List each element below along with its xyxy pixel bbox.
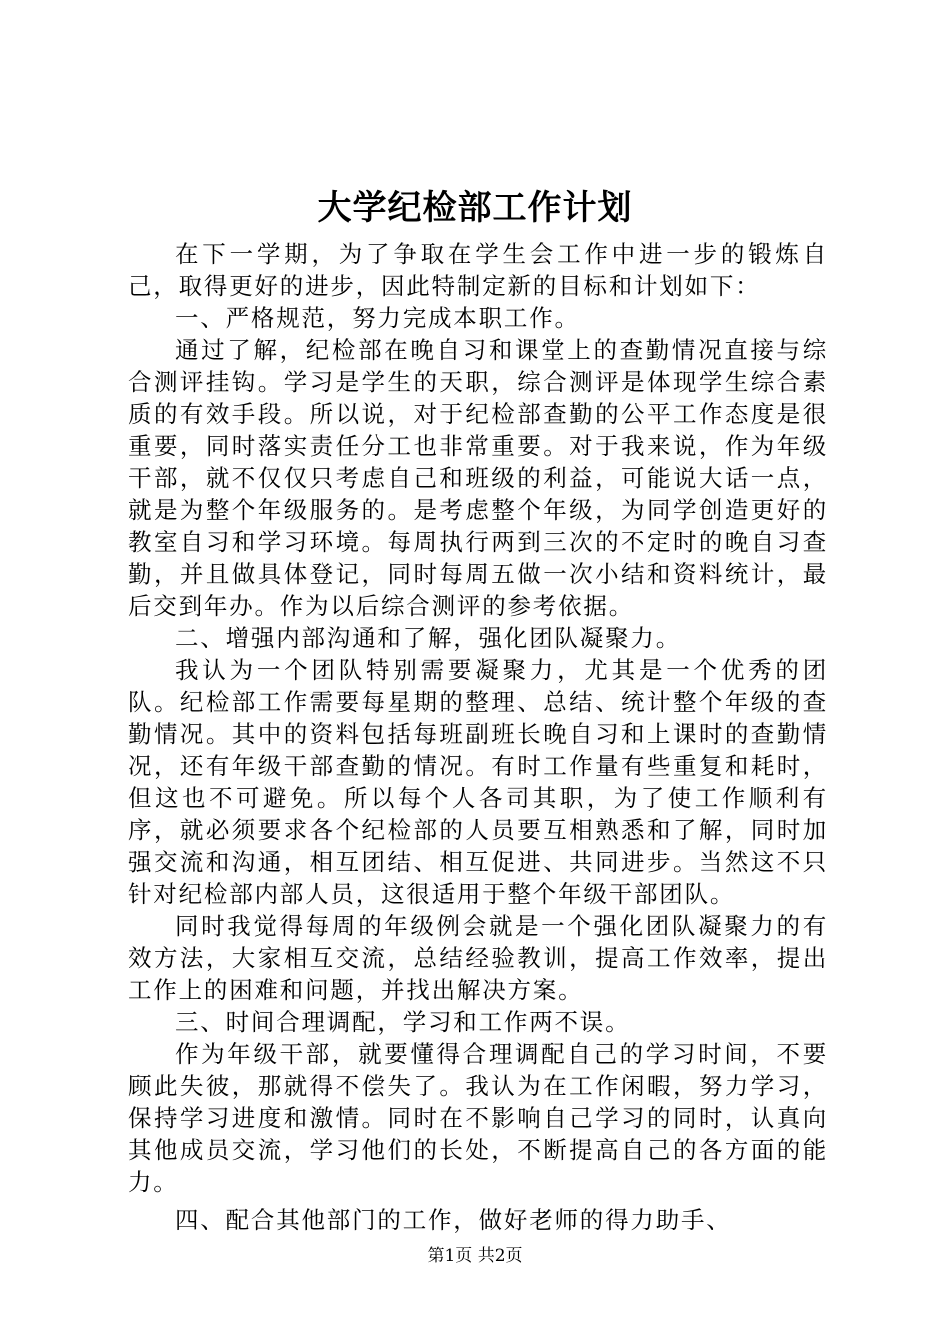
paragraph-section-3: 作为年级干部，就要懂得合理调配自己的学习时间，不要顾此失彼，那就得不偿失了。我认为在工作闲暇，努力学习，保持学习进度和激情。同时在不影响自己学习的同时，认真向其他成员交流，学习他们的长处，不断提高自己的各方面的能力。 — [128, 1040, 828, 1196]
page-number-footer: 第1页 共2页 — [427, 1246, 523, 1266]
section-heading-1: 一、严格规范，努力完成本职工作。 — [175, 304, 580, 332]
document-title: 大学纪检部工作计划 — [317, 188, 633, 228]
paragraph-section-1: 通过了解，纪检部在晚自习和课堂上的查勤情况直接与综合测评挂钩。学习是学生的天职，综合测评是体现学生综合素质的有效手段。所以说，对于纪检部查勤的公平工作态度是很重要，同时落实责任分工也非常重要。对于我来说，作为年级干部，就不仅仅只考虑自己和班级的利益，可能说大话一点，就是为整个年级服务的。是考虑整个年级，为同学创造更好的教室自习和学习环境。每周执行两到三次的不定时的晚自习查勤，并且做具体登记，同时每周五做一次小结和资料统计，最后交到年办。作为以后综合测评的参考依据。 — [128, 336, 828, 620]
document-body — [128, 238, 828, 1236]
paragraph-intro: 在下一学期，为了争取在学生会工作中进一步的锻炼自己，取得更好的进步，因此特制定新的目标和计划如下： — [128, 240, 828, 300]
paragraph-section-2a: 我认为一个团队特别需要凝聚力，尤其是一个优秀的团队。纪检部工作需要每星期的整理、总结、统计整个年级的查勤情况。其中的资料包括每班副班长晚自习和上课时的查勤情况，还有年级干部查勤的情况。有时工作量有些重复和耗时，但这也不可避免。所以每个人各司其职，为了使工作顺利有序，就必须要求各个纪检部的人员要互相熟悉和了解，同时加强交流和沟通，相互团结、相互促进、共同进步。当然这不只针对纪检部内部人员，这很适用于整个年级干部团队。 — [128, 656, 828, 908]
section-heading-3: 三、时间合理调配，学习和工作两不误。 — [175, 1008, 631, 1036]
section-heading-4: 四、配合其他部门的工作，做好老师的得力助手、 — [175, 1206, 732, 1234]
section-heading-2: 二、增强内部沟通和了解，强化团队凝聚力。 — [175, 624, 681, 652]
paragraph-section-2b: 同时我觉得每周的年级例会就是一个强化团队凝聚力的有效方法，大家相互交流，总结经验教训，提高工作效率，提出工作上的困难和问题，并找出解决方案。 — [128, 912, 828, 1004]
